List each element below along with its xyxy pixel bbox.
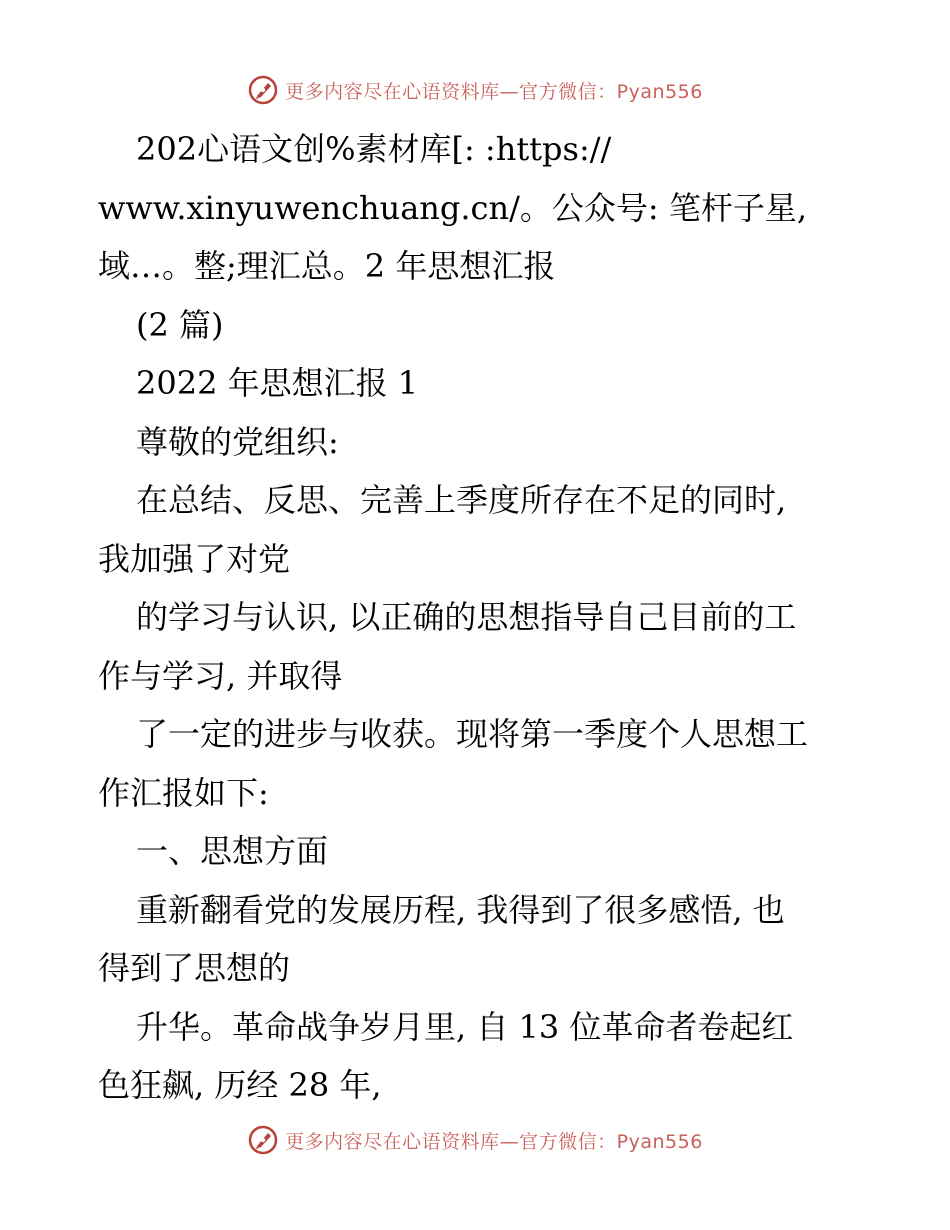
text-line: 了一定的进步与收获。现将第一季度个人思想工 <box>136 715 809 753</box>
text-line: 重新翻看党的发展历程, 我得到了很多感悟, 也 <box>136 890 785 929</box>
salutation: 尊敬的党组织: <box>136 422 339 461</box>
text-line: 作汇报如下: <box>98 773 269 812</box>
text-line: 202心语文创%素材库[: :https:// <box>136 130 612 168</box>
text-line: 色狂飙, 历经 28 年, <box>98 1066 382 1104</box>
text-line: 作与学习, 并取得 <box>98 656 343 695</box>
brand-logo-icon <box>247 1124 279 1156</box>
brand-logo-icon <box>247 74 279 106</box>
text-line: 得到了思想的 <box>98 949 291 987</box>
header-watermark-banner <box>0 70 950 110</box>
text-line: 在总结、反思、完善上季度所存在不足的同时, <box>136 481 787 519</box>
watermark-text: 更多内容尽在心语资料库—官方微信：Pyan556 <box>285 80 703 103</box>
document-body <box>98 120 858 1115</box>
document-title: 2022 年思想汇报 1 <box>136 364 419 402</box>
text-line: www.xinyuwenchuang.cn/。公众号: 笔杆子星, <box>98 188 807 227</box>
text-line: (2 篇) <box>136 305 224 344</box>
text-line: 的学习与认识, 以正确的思想指导自己目前的工 <box>136 598 797 636</box>
text-line: 域…。整;理汇总。2 年思想汇报 <box>98 247 556 285</box>
text-line: 升华。革命战争岁月里, 自 13 位革命者卷起红 <box>136 1007 794 1046</box>
footer-watermark-banner <box>0 1120 950 1160</box>
text-line: 我加强了对党 <box>98 539 291 578</box>
section-heading: 一、思想方面 <box>136 832 329 870</box>
watermark-text: 更多内容尽在心语资料库—官方微信：Pyan556 <box>285 1130 703 1153</box>
